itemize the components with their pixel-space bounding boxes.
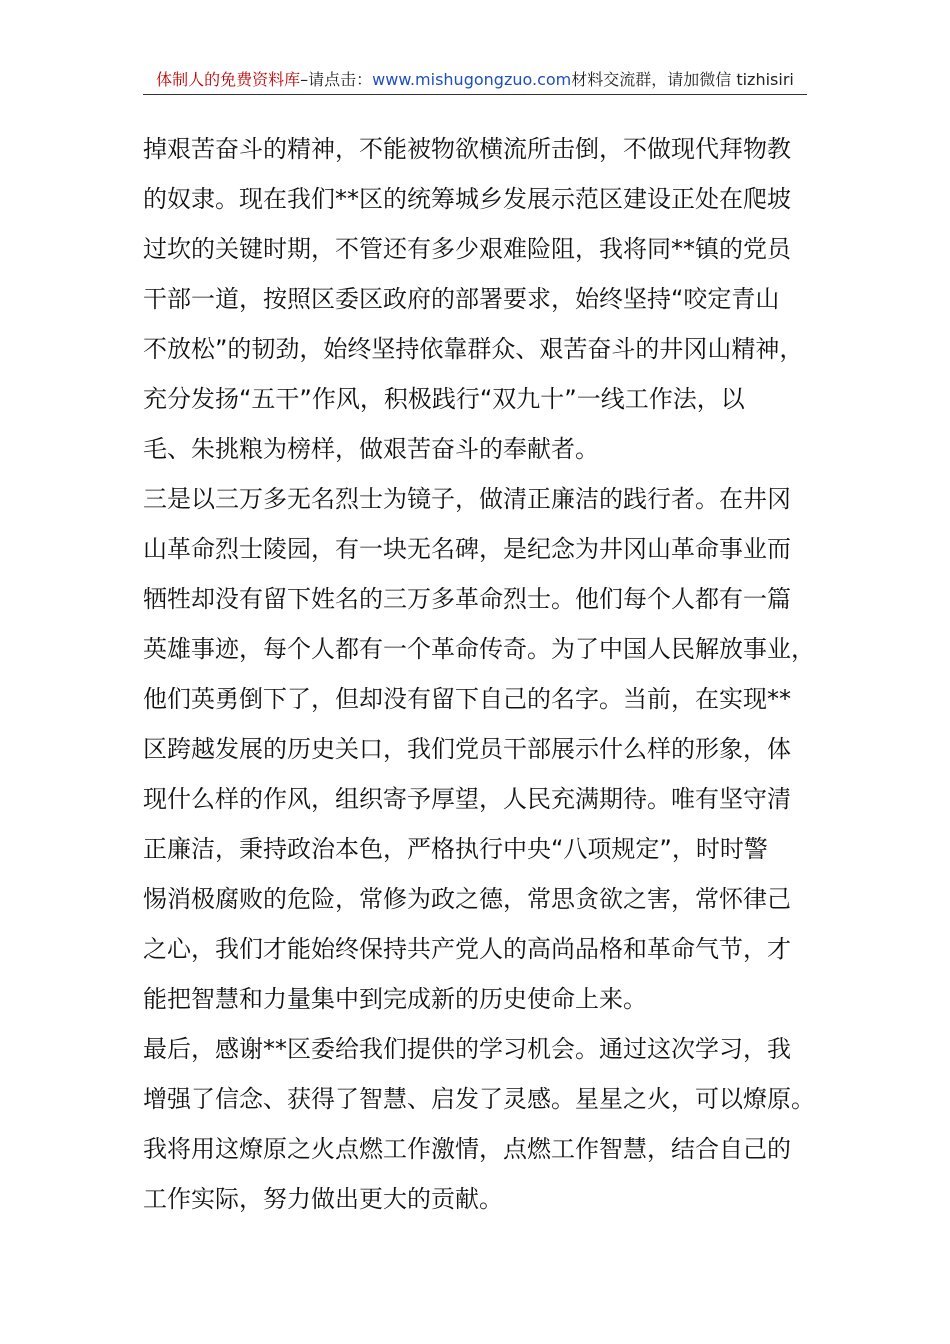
text-line: 惕消极腐败的危险，常修为政之德，常思贪欲之害，常怀律己	[143, 885, 791, 913]
text-line: 我将用这燎原之火点燃工作激情，点燃工作智慧，结合自己的	[143, 1135, 791, 1163]
text-line: 他们英勇倒下了，但却没有留下自己的名字。当前，在实现**	[143, 685, 791, 713]
text-line: 毛、朱挑粮为榜样，做艰苦奋斗的奉献者。	[143, 435, 599, 463]
text-line: 英雄事迹，每个人都有一个革命传奇。为了中国人民解放事业，	[143, 635, 815, 663]
text-line: 增强了信念、获得了智慧、启发了灵感。星星之火，可以燎原。	[143, 1085, 815, 1113]
page-header	[143, 68, 807, 95]
header-suffix: 材料交流群，请加微信 tizhisiri	[571, 70, 794, 89]
text-line: 的奴隶。现在我们**区的统筹城乡发展示范区建设正处在爬坡	[143, 185, 791, 213]
text-line: 不放松”的韧劲，始终坚持依靠群众、艰苦奋斗的井冈山精神，	[143, 335, 804, 363]
text-line: 现什么样的作风，组织寄予厚望，人民充满期待。唯有坚守清	[143, 785, 791, 813]
text-line: 区跨越发展的历史关口，我们党员干部展示什么样的形象，体	[143, 735, 791, 763]
text-line: 三是以三万多无名烈士为镜子，做清正廉洁的践行者。在井冈	[143, 485, 791, 513]
text-line: 最后，感谢**区委给我们提供的学习机会。通过这次学习，我	[143, 1035, 791, 1063]
text-line: 牺牲却没有留下姓名的三万多革命烈士。他们每个人都有一篇	[143, 585, 791, 613]
text-line: 掉艰苦奋斗的精神，不能被物欲横流所击倒，不做现代拜物教	[143, 135, 791, 163]
header-url-link[interactable]: www.mishugongzuo.com	[372, 70, 572, 89]
text-line: 过坎的关键时期，不管还有多少艰难险阻，我将同**镇的党员	[143, 235, 791, 263]
text-line: 干部一道，按照区委区政府的部署要求，始终坚持“咬定青山	[143, 285, 780, 313]
text-line: 充分发扬“五干”作风，积极践行“双九十”一线工作法，以	[143, 385, 745, 413]
header-prompt: –请点击：	[300, 70, 373, 89]
text-line: 工作实际，努力做出更大的贡献。	[143, 1185, 503, 1213]
text-line: 山革命烈士陵园，有一块无名碑，是纪念为井冈山革命事业而	[143, 535, 791, 563]
text-line: 之心，我们才能始终保持共产党人的高尚品格和革命气节，才	[143, 935, 791, 963]
header-brand: 体制人的免费资料库	[156, 70, 301, 89]
text-line: 正廉洁，秉持政治本色，严格执行中央“八项规定”，时时警	[143, 835, 768, 863]
document-body	[143, 124, 815, 1224]
text-line: 能把智慧和力量集中到完成新的历史使命上来。	[143, 985, 647, 1013]
